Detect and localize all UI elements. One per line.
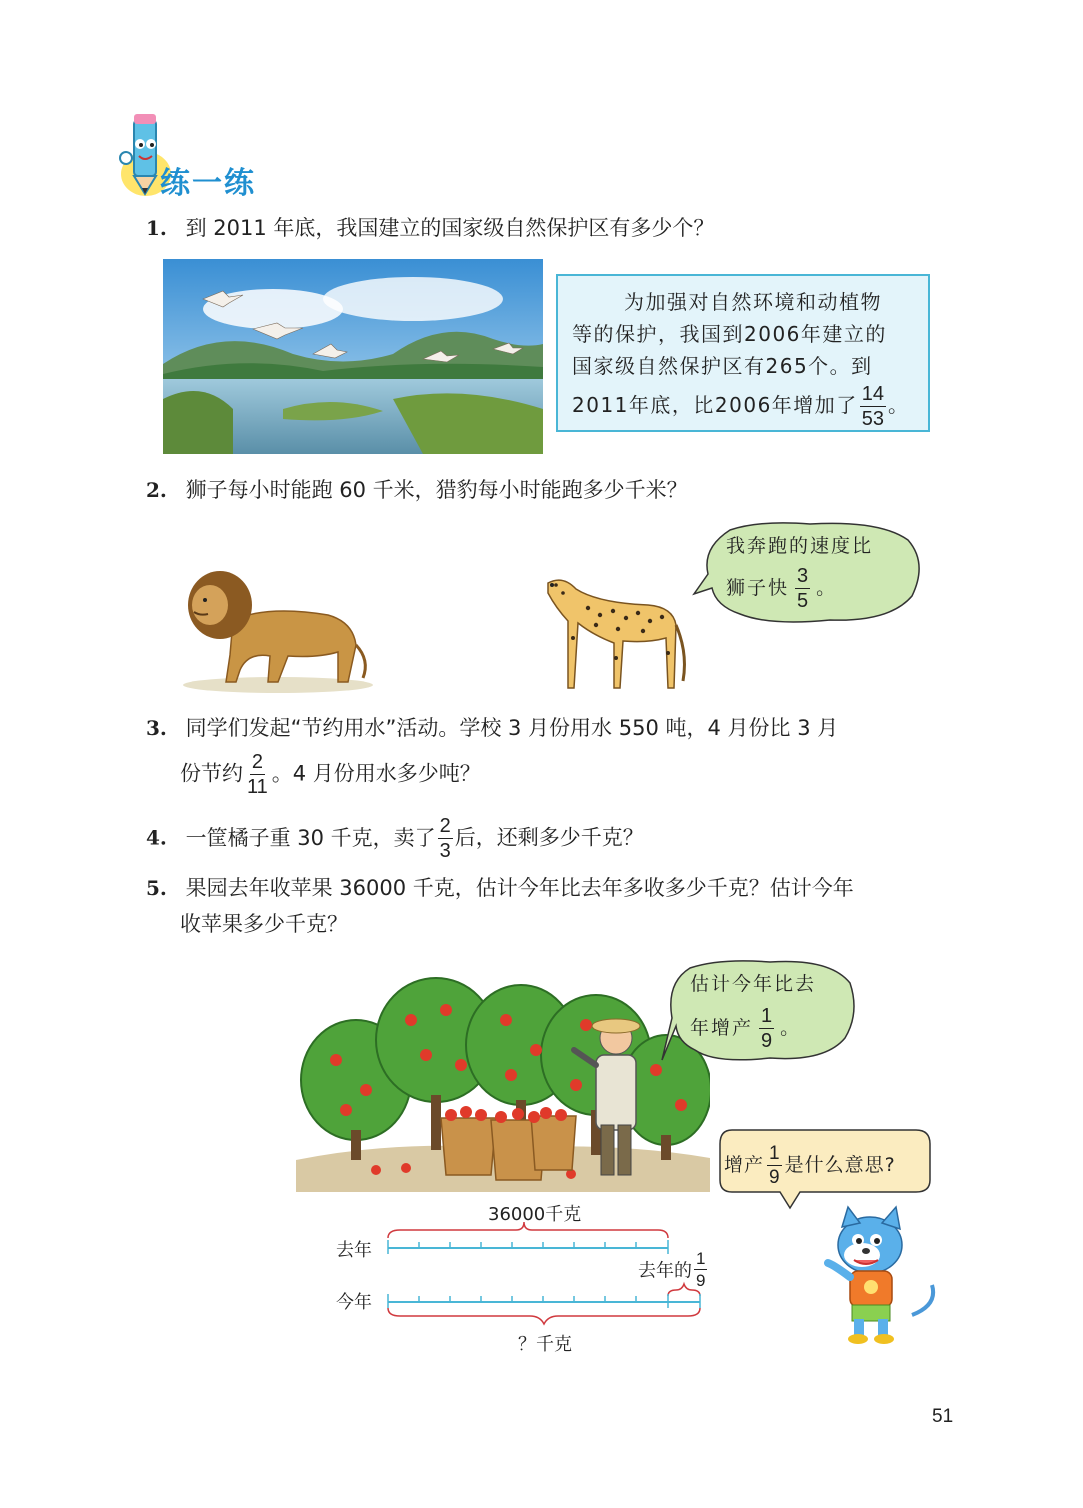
info-box: [556, 274, 930, 432]
orchard-illustration: [296, 970, 710, 1192]
question-number: 3.: [146, 716, 167, 740]
cheetah-illustration: [528, 563, 693, 693]
question-1: [146, 212, 714, 244]
bubble-text: 。: [780, 1017, 802, 1039]
info-text: 2011年底，比2006年增加了: [572, 393, 858, 417]
fraction-numerator: 2: [251, 751, 263, 773]
question-2: [146, 474, 688, 506]
question-4: [146, 816, 644, 861]
fraction-denominator: 11: [247, 776, 268, 798]
bubble-text: 年增产: [690, 1017, 754, 1039]
question-text: 份节约: [180, 761, 243, 786]
fraction: [767, 1144, 782, 1187]
question-text: 狮子每小时能跑 60 千米，猎豹每小时能跑多少千米？: [185, 478, 688, 502]
question-text: 果园去年收苹果 36000 千克，估计今年比去年多收多少千克？估计今年: [185, 876, 854, 900]
fraction: [795, 566, 810, 611]
bubble-line: [724, 1144, 896, 1187]
question-number: 1.: [146, 216, 167, 240]
fraction-numerator: 1: [696, 1249, 706, 1268]
extra-text: 去年的: [638, 1260, 692, 1282]
question-text: 到 2011 年底，我国建立的国家级自然保护区有多少个？: [185, 216, 715, 240]
question-text: 同学们发起“节约用水”活动。学校 3 月份用水 550 吨，4 月份比 3 月: [185, 716, 839, 740]
bubble-line: 估计今年比去: [690, 973, 817, 995]
lion-illustration: [178, 560, 378, 695]
fraction-numerator: 3: [797, 565, 809, 587]
fraction-denominator: 9: [769, 1167, 780, 1188]
info-text: 。: [888, 393, 910, 417]
segment-diagram: [380, 1220, 720, 1330]
bubble-text: 狮子快: [726, 577, 790, 599]
wetland-photo: [163, 259, 543, 454]
cat-mascot-icon: [820, 1205, 940, 1345]
question-number: 5.: [146, 876, 167, 900]
info-line: 国家级自然保护区有265个。到: [572, 354, 873, 378]
farmer-speech-bubble: [660, 958, 860, 1066]
question-text: 后，还剩多少千克？: [454, 825, 644, 850]
fraction-numerator: 1: [769, 1143, 780, 1164]
bubble-line: 我奔跑的速度比: [726, 535, 874, 557]
question-5-line-2: [180, 908, 348, 940]
cat-speech-bubble: [716, 1126, 934, 1212]
fraction: [759, 1006, 774, 1051]
question-text: 。4 月份用水多少吨？: [271, 761, 481, 786]
question-3: [146, 712, 838, 744]
question-number: 4.: [146, 825, 167, 850]
fraction-denominator: 9: [761, 1030, 773, 1052]
bubble-text: 。: [816, 577, 838, 599]
fraction-numerator: 2: [439, 815, 451, 837]
cheetah-speech-bubble: [690, 518, 930, 628]
total-label: 36000千克: [488, 1204, 582, 1225]
info-line: 为加强对自然环境和动植物: [624, 290, 882, 314]
fraction: [860, 384, 886, 429]
fraction: [245, 752, 270, 797]
question-text: 收苹果多少千克？: [180, 912, 348, 936]
fraction-denominator: 3: [439, 840, 451, 862]
fraction-denominator: 5: [797, 590, 809, 612]
fraction-numerator: 14: [861, 383, 885, 405]
this-year-label: 今年: [336, 1292, 372, 1313]
unknown-label: ？千克: [518, 1334, 572, 1355]
section-title: 练一练: [160, 166, 256, 201]
last-year-label: 去年: [336, 1240, 372, 1261]
info-line: [572, 384, 918, 429]
fraction-numerator: 1: [761, 1005, 773, 1027]
question-text: 一筐橘子重 30 千克，卖了: [185, 825, 436, 850]
bubble-line: [690, 1006, 801, 1051]
bubble-text: 是什么意思?: [784, 1154, 896, 1176]
fraction: [438, 816, 453, 861]
fraction-denominator: 9: [696, 1271, 706, 1290]
question-number: 2.: [146, 478, 167, 502]
question-5: [146, 872, 854, 904]
bubble-line: [726, 566, 837, 611]
fraction-denominator: 53: [861, 408, 885, 430]
bubble-text: 增产: [724, 1154, 765, 1176]
info-line: 等的保护，我国到2006年建立的: [572, 322, 887, 346]
page-number: 51: [932, 1406, 954, 1427]
question-3-line-2: [180, 752, 481, 797]
